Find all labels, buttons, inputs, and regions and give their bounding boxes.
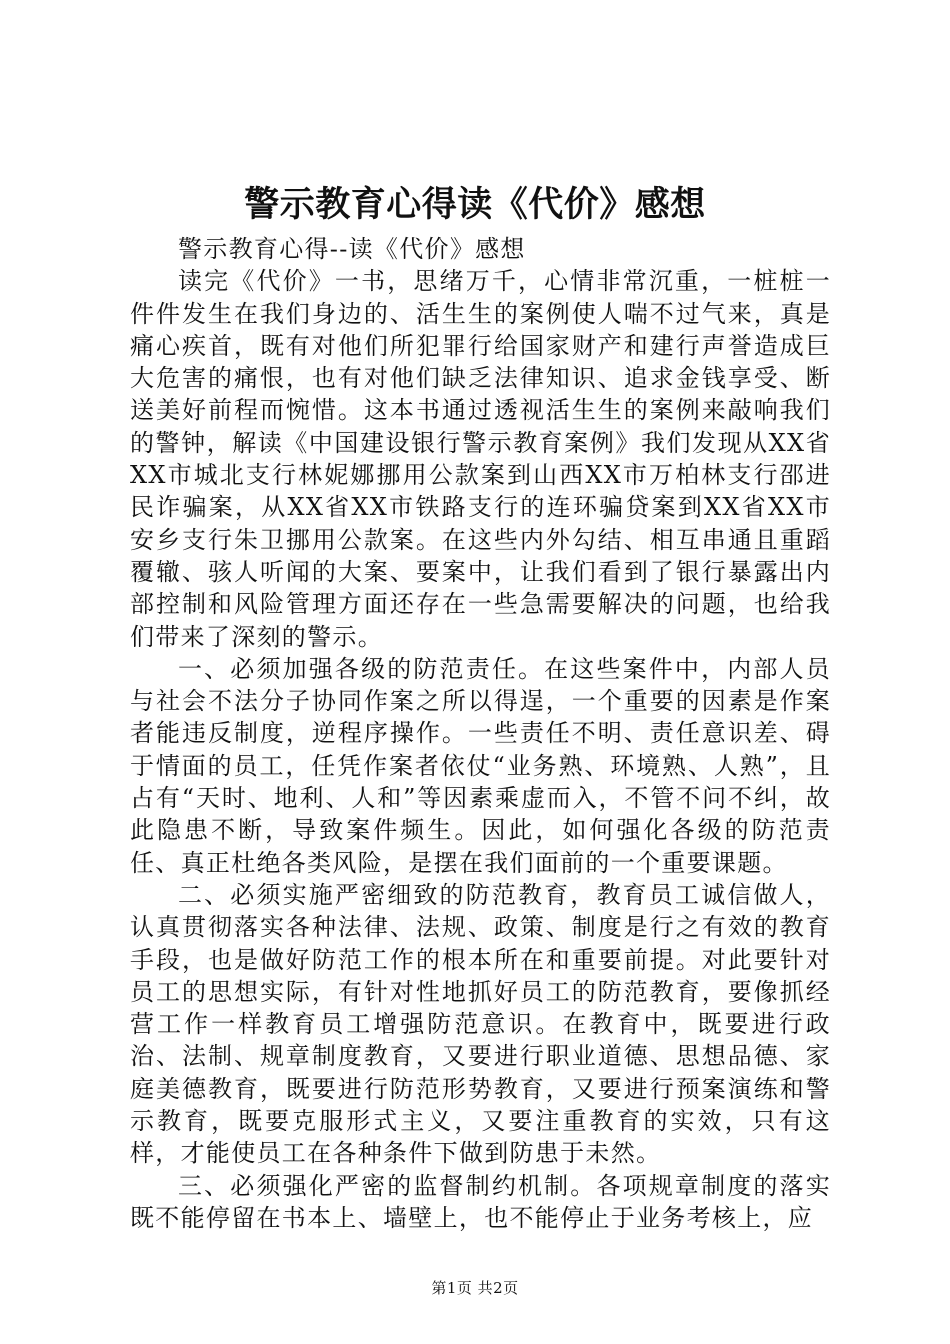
document-body (130, 233, 831, 1234)
paragraph: 一、必须加强各级的防范责任。在这些案件中，内部人员与社会不法分子协同作案之所以得逞，一个重要的因素是作案者能违反制度，逆程序操作。一些责任不明、责任意识差、碍于情面的员工，任凭作案者依仗“业务熟、环境熟、人熟”，且占有“天时、地利、人和”等因素乘虚而入，不管不问不纠，故此隐患不断，导致案件频生。因此，如何强化各级的防范责任、真正杜绝各类风险，是摆在我们面前的一个重要课题。 (130, 654, 831, 877)
paragraph: 读完《代价》一书，思绪万千，心情非常沉重，一桩桩一件件发生在我们身边的、活生生的案例使人喘不过气来，真是痛心疾首，既有对他们所犯罪行给国家财产和建行声誉造成巨大危害的痛恨，也有对他们缺乏法律知识、追求金钱享受、断送美好前程而惋惜。这本书通过透视活生生的案例来敲响我们的警钟，解读《中国建设银行警示教育案例》我们发现从XX省XX市城北支行林妮娜挪用公款案到山西XX市万柏林支行邵进民诈骗案，从XX省XX市铁路支行的连环骗贷案到XX省XX市安乡支行朱卫挪用公款案。在这些内外勾结、相互串通且重蹈覆辙、骇人听闻的大案、要案中，让我们看到了银行暴露出内部控制和风险管理方面还存在一些急需要解决的问题，也给我们带来了深刻的警示。 (130, 267, 831, 651)
paragraph: 三、必须强化严密的监督制约机制。各项规章制度的落实既不能停留在书本上、墙壁上，也不能停止于业务考核上，应 (130, 1171, 831, 1232)
page-footer: 第1页 共2页 (431, 1279, 519, 1297)
document-subtitle: 警示教育心得--读《代价》感想 (178, 235, 526, 263)
document-title: 警示教育心得读《代价》感想 (244, 184, 706, 225)
paragraph: 二、必须实施严密细致的防范教育，教育员工诚信做人，认真贯彻落实各种法律、法规、政策、制度是行之有效的教育手段，也是做好防范工作的根本所在和重要前提。对此要针对员工的思想实际，有针对性地抓好员工的防范教育，要像抓经营工作一样教育员工增强防范意识。在教育中，既要进行政治、法制、规章制度教育，又要进行职业道德、思想品德、家庭美德教育，既要进行防范形势教育，又要进行预案演练和警示教育，既要克服形式主义，又要注重教育的实效，只有这样，才能使员工在各种条件下做到防患于未然。 (130, 880, 831, 1168)
